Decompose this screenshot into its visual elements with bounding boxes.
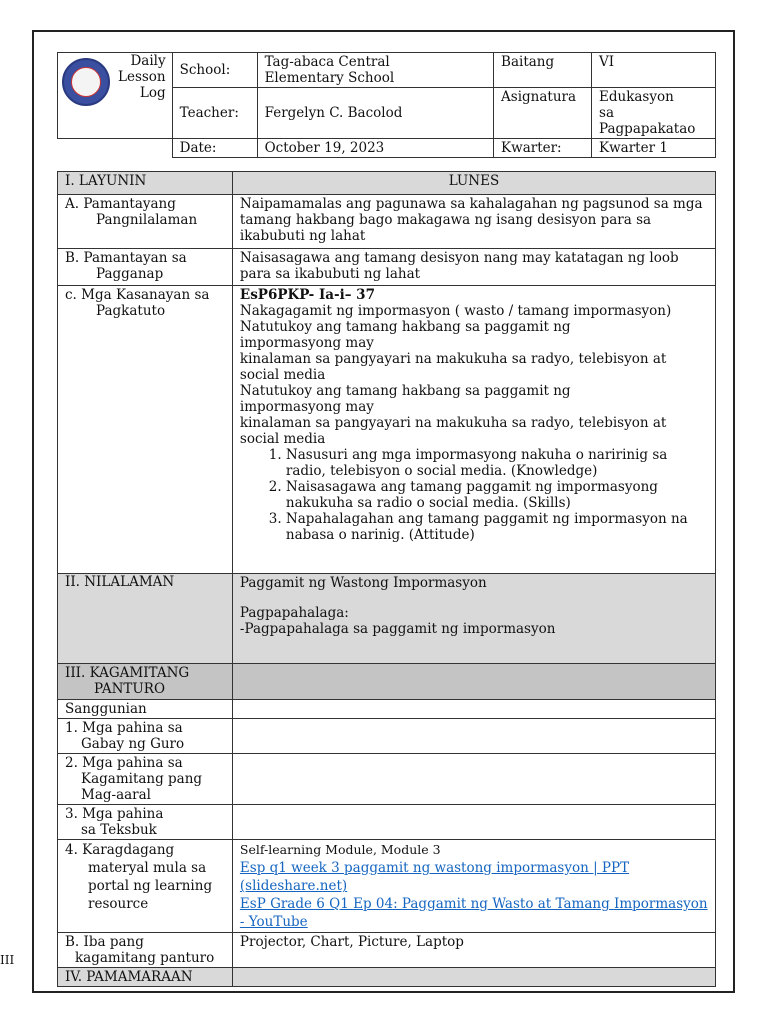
- teacher-value: Fergelyn C. Bacolod: [257, 88, 493, 139]
- karagdagang-materyal-value: [232, 840, 715, 933]
- karagdagang-materyal-label: 4. Karagdagang materyal mula sa portal ng learning resource: [58, 840, 233, 933]
- blank-cell: [58, 139, 173, 158]
- pamantayan-sa-pagganap-label: B. Pamantayan sa Pagganap: [58, 249, 233, 286]
- date-value: October 19, 2023: [257, 139, 493, 158]
- margin-mark: III: [0, 953, 15, 967]
- kasanayan-value: EsP6PKP- Ia-i– 37 Nakagagamit ng impormasyon ( wasto / tamang impormasyon) Natutukoy ang tamang hakbang sa paggamit ng impormasyong may kinalaman sa pangyayari na makukuha sa radyo, telebisyon at social media Natutukoy ang tamang hakbang sa paggamit ng impormasyong may kinalaman sa pangyayari na makukuha sa radyo, telebisyon at social media 1. Nasusuri ang mga impormasyong nakuha o naririnig sa radio, telebisyon o social media. (Knowledge) 2. Naisasagawa ang tamang paggamit ng impormasyong nakukuha sa radio o social media. (Skills) 3. Napahalagahan ang tamang paggamit ng impormasyon na nabasa o narinig. (Attitude): [232, 286, 715, 574]
- pamantayan-sa-pagganap-value: Naisasagawa ang tamang desisyon nang may katatagan ng loob para sa ikabubuti ng lahat: [232, 249, 715, 286]
- pamamaraan-heading: IV. PAMAMARAAN: [58, 968, 233, 987]
- list-item: 1. Nasusuri ang mga impormasyong nakuha o naririnig sa radio, telebisyon o social media. (Knowledge): [286, 447, 708, 479]
- logo-cell: [58, 53, 173, 139]
- pamantayang-pangnilalaman-label: A. Pamantayang Pangnilalaman: [58, 195, 233, 249]
- daily-lesson-log-title: Daily Lesson Log: [117, 53, 166, 101]
- school-label: School:: [172, 53, 257, 88]
- baitang-label: Baitang: [494, 53, 592, 88]
- youtube-link[interactable]: EsP Grade 6 Q1 Ep 04: Paggamit ng Wasto at Tamang Impormasyon - YouTube: [239, 896, 708, 930]
- kasanayan-label: c. Mga Kasanayan sa Pagkatuto: [58, 286, 233, 574]
- sanggunian-label: Sanggunian: [58, 700, 233, 719]
- baitang-value: VI: [592, 53, 716, 88]
- asignatura-value: Edukasyon sa Pagpapakatao: [592, 88, 716, 139]
- iba-pang-kagamitan-label: B. Iba pang kagamitang panturo: [58, 933, 233, 968]
- deped-seal-icon: [62, 58, 110, 106]
- teksbuk-label: 3. Mga pahina sa Teksbuk: [58, 805, 233, 840]
- pamamaraan-value: [232, 968, 715, 987]
- teacher-label: Teacher:: [172, 88, 257, 139]
- teksbuk-value: [232, 805, 715, 840]
- iba-pang-kagamitan-value: Projector, Chart, Picture, Laptop: [232, 933, 715, 968]
- nilalaman-label: II. NILALAMAN: [58, 574, 233, 664]
- asignatura-label: Asignatura: [494, 88, 592, 139]
- date-label: Date:: [172, 139, 257, 158]
- school-value: Tag-abaca Central Elementary School: [257, 53, 493, 88]
- kagamitan-value: [232, 664, 715, 700]
- module-text: Self-learning Module, Module 3: [239, 842, 441, 857]
- competency-code: EsP6PKP- Ia-i– 37: [239, 287, 375, 303]
- lesson-table: [57, 171, 716, 987]
- slideshare-link[interactable]: Esp q1 week 3 paggamit ng wastong impormasyon | PPT (slideshare.net): [239, 860, 630, 894]
- gabay-guro-value: [232, 719, 715, 754]
- gabay-guro-label: 1. Mga pahina sa Gabay ng Guro: [58, 719, 233, 754]
- pamantayang-pangnilalaman-value: Naipamamalas ang pagunawa sa kahalagahan ng pagsunod sa mga tamang hakbang bago makagawa ng isang desisyon para sa ikabubuti ng lahat: [232, 195, 715, 249]
- kwarter-label: Kwarter:: [494, 139, 592, 158]
- objectives-list: [240, 447, 708, 543]
- nilalaman-value: Paggamit ng Wastong Impormasyon Pagpapahalaga: -Pagpapahalaga sa paggamit ng impormasyon: [232, 574, 715, 664]
- kwarter-value: Kwarter 1: [592, 139, 716, 158]
- kagamitang-mag-aaral-label: 2. Mga pahina sa Kagamitang pang Mag-aaral: [58, 754, 233, 805]
- kagamitang-mag-aaral-value: [232, 754, 715, 805]
- list-item: 2. Naisasagawa ang tamang paggamit ng impormasyong nakukuha sa radio o social media. (Skills): [286, 479, 708, 511]
- layunin-heading: I. LAYUNIN: [58, 172, 233, 195]
- sanggunian-value: [232, 700, 715, 719]
- lunes-heading: LUNES: [232, 172, 715, 195]
- kagamitan-label: III. KAGAMITANG PANTURO: [58, 664, 233, 700]
- header-table: [57, 52, 716, 158]
- list-item: 3. Napahalagahan ang tamang paggamit ng impormasyon na nabasa o narinig. (Attitude): [286, 511, 708, 543]
